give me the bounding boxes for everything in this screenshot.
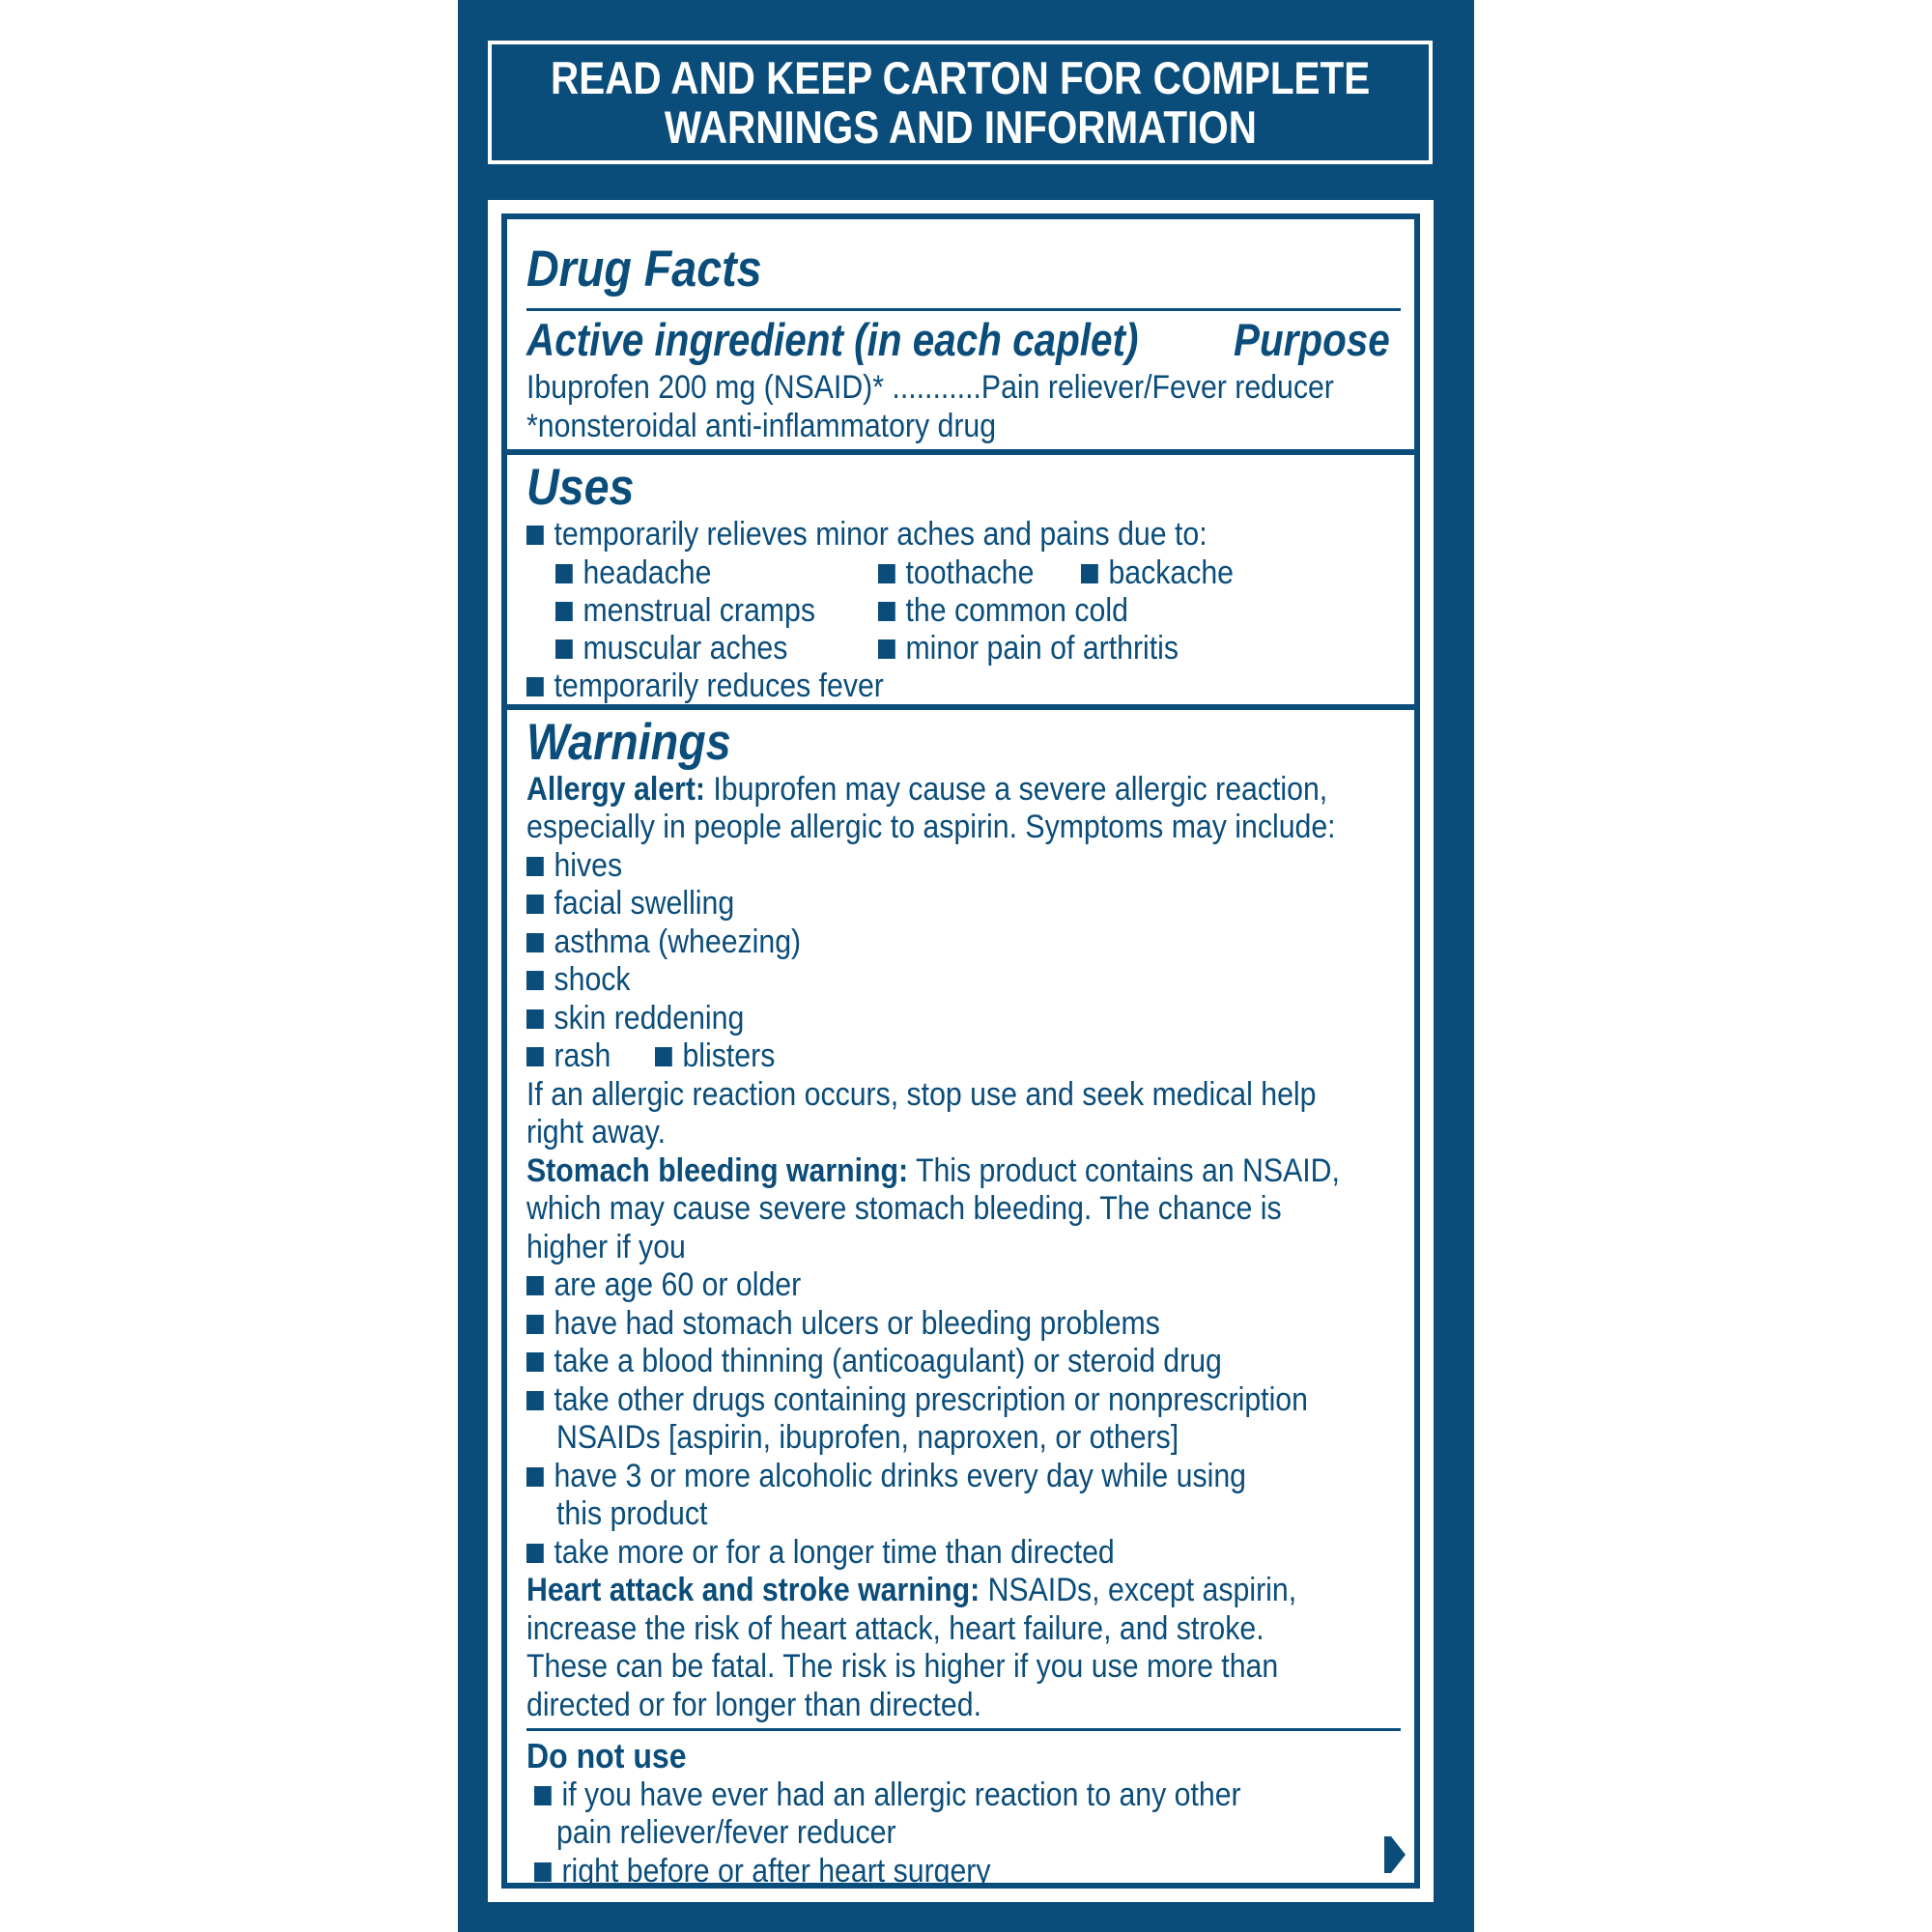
section-divider-uses — [507, 449, 1414, 455]
bullet-icon — [555, 564, 573, 583]
uses-sub-item: minor pain of arthritis — [878, 629, 1179, 668]
carton-notice-box — [488, 41, 1433, 164]
symptom-item: skin reddening — [526, 999, 744, 1037]
uses-sub-item: backache — [1081, 554, 1234, 592]
drug-facts-frame — [488, 200, 1434, 1902]
bullet-icon — [526, 526, 544, 545]
bullet-icon — [526, 1544, 544, 1563]
risk-item: take a blood thinning (anticoagulant) or steroid drug — [526, 1342, 1222, 1380]
bullet-icon — [526, 1467, 544, 1487]
bullet-icon — [534, 1862, 552, 1882]
bullet-icon — [526, 971, 544, 990]
uses-item: temporarily reduces fever — [526, 667, 884, 705]
bullet-icon — [526, 1009, 544, 1029]
heart-stroke-line: increase the risk of heart attack, heart failure, and stroke. — [526, 1610, 1264, 1647]
bullet-icon — [878, 602, 895, 621]
symptom-item: hives — [526, 846, 622, 885]
uses-sub-item: muscular aches — [555, 629, 787, 668]
bullet-icon — [526, 933, 544, 952]
bullet-icon — [526, 1047, 544, 1066]
uses-sub-item: headache — [555, 554, 711, 592]
bullet-icon — [526, 677, 544, 696]
uses-sub-item: the common cold — [878, 591, 1128, 630]
symptom-item: facial swelling — [526, 884, 734, 923]
bullet-icon — [534, 1786, 552, 1805]
symptom-item: rash — [526, 1037, 611, 1075]
carton-notice-line-2: WARNINGS AND INFORMATION — [664, 101, 1257, 153]
uses-item: temporarily relieves minor aches and pains due to: — [526, 515, 1208, 554]
carton-notice-line-1: READ AND KEEP CARTON FOR COMPLETE — [550, 52, 1371, 103]
do-not-use-item: right before or after heart surgery — [534, 1852, 991, 1890]
bullet-icon — [526, 1276, 544, 1295]
symptom-item: blisters — [655, 1037, 775, 1075]
bullet-icon — [1081, 564, 1098, 583]
risk-item-continued: NSAIDs [aspirin, ibuprofen, naproxen, or others] — [556, 1419, 1179, 1456]
bullet-icon — [878, 564, 895, 583]
section-divider-warnings — [507, 704, 1414, 710]
drug-facts-title: Drug Facts — [526, 241, 762, 298]
nsaid-footnote: *nonsteroidal anti-inflammatory drug — [526, 408, 997, 444]
risk-item: take more or for a longer time than directed — [526, 1533, 1115, 1572]
bullet-icon — [878, 639, 895, 659]
do-not-use-item: if you have ever had an allergic reaction to any other — [534, 1776, 1241, 1814]
uses-sub-item: menstrual cramps — [555, 591, 815, 630]
purpose-heading: Purpose — [1234, 314, 1390, 365]
bullet-icon — [526, 1391, 544, 1410]
bullet-icon — [655, 1047, 672, 1066]
bullet-icon — [526, 1315, 544, 1334]
stomach-bleeding-line: Stomach bleeding warning: This product contains an NSAID, — [526, 1152, 1340, 1189]
risk-item: are age 60 or older — [526, 1265, 801, 1304]
uses-sub-item: toothache — [878, 554, 1034, 592]
bullet-icon — [526, 895, 544, 914]
stomach-bleeding-line: higher if you — [526, 1229, 686, 1265]
risk-item: take other drugs containing prescription or nonprescription — [526, 1380, 1308, 1419]
uses-title: Uses — [526, 459, 635, 516]
allergy-advice-line: If an allergic reaction occurs, stop use and seek medical help — [526, 1076, 1317, 1113]
do-not-use-divider — [526, 1728, 1401, 1731]
heart-stroke-line: directed or for longer than directed. — [526, 1687, 981, 1723]
heart-stroke-line: These can be fatal. The risk is higher if you use more than — [526, 1648, 1279, 1685]
continue-arrow-icon — [1384, 1836, 1406, 1873]
allergy-alert-line: especially in people allergic to aspirin. Symptoms may include: — [526, 809, 1336, 845]
bullet-icon — [555, 602, 573, 621]
warnings-title: Warnings — [526, 714, 731, 771]
symptom-item: shock — [526, 960, 631, 999]
do-not-use-heading: Do not use — [526, 1736, 687, 1776]
active-ingredient-heading: Active ingredient (in each caplet) — [526, 314, 1139, 365]
risk-item: have had stomach ulcers or bleeding problems — [526, 1304, 1160, 1343]
risk-item: have 3 or more alcoholic drinks every day while using — [526, 1457, 1246, 1495]
title-divider — [526, 308, 1401, 311]
symptom-item: asthma (wheezing) — [526, 923, 801, 961]
bullet-icon — [555, 639, 573, 659]
ingredient-line: Ibuprofen 200 mg (NSAID)* ...........Pain reliever/Fever reducer — [526, 369, 1334, 406]
allergy-advice-line: right away. — [526, 1114, 667, 1151]
risk-item-continued: this product — [556, 1495, 708, 1532]
heart-stroke-line: Heart attack and stroke warning: NSAIDs, except aspirin, — [526, 1572, 1297, 1608]
stomach-bleeding-line: which may cause severe stomach bleeding. The chance is — [526, 1190, 1282, 1227]
bullet-icon — [526, 857, 544, 876]
do-not-use-item-continued: pain reliever/fever reducer — [556, 1814, 896, 1851]
allergy-alert-line: Allergy alert: Ibuprofen may cause a severe allergic reaction, — [526, 771, 1328, 808]
bullet-icon — [526, 1352, 544, 1372]
drug-facts-panel — [501, 213, 1420, 1889]
